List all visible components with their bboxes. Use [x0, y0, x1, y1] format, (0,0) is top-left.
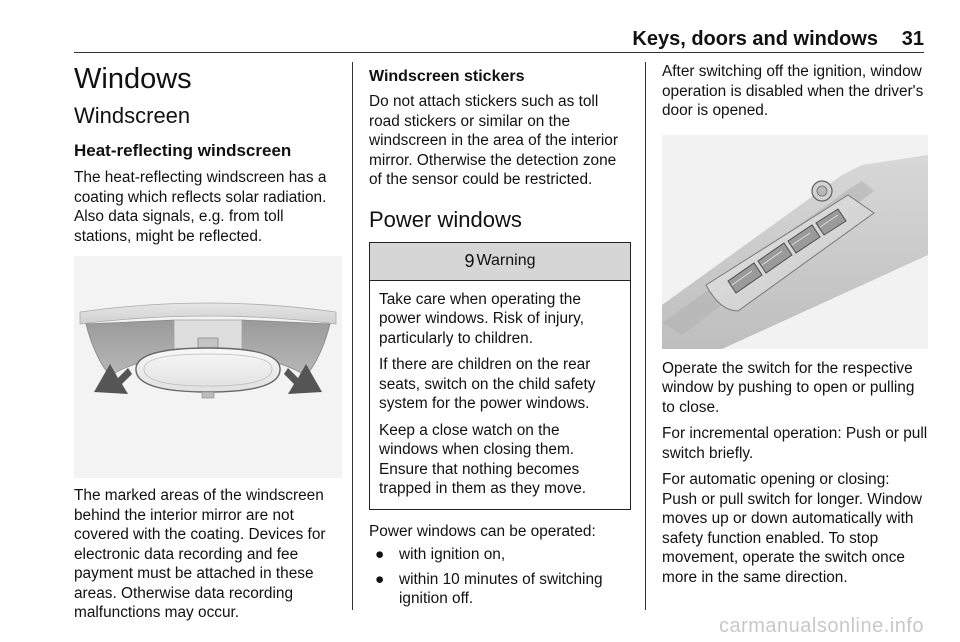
warning-text-2: If there are children on the rear seats, switch on the child safety system for the power windows.: [379, 356, 596, 412]
column-2: [369, 62, 633, 614]
paragraph-operated: Power windows can be operated:: [369, 522, 596, 540]
list-item: [369, 570, 633, 609]
paragraph-windscreen-stickers: Do not attach stickers such as toll road stickers or similar on the windscreen in the area of the interior mirror. Otherwise the detection zone of the sensor could be restricted.: [369, 93, 618, 188]
bullet-icon: ●: [375, 546, 385, 563]
warning-body: [370, 281, 630, 509]
subsection-title-windscreen-stickers: Windscreen stickers: [369, 68, 525, 85]
windscreen-mirror-illustration: [74, 256, 342, 478]
warning-triangle-icon: 9: [464, 250, 475, 271]
column-divider-2: [645, 62, 646, 610]
window-switch-illustration: [662, 135, 928, 349]
subsection-title-heat-reflecting: Heat-reflecting windscreen: [74, 141, 292, 160]
watermark: carmanualsonline.info: [718, 615, 924, 637]
header-rule: [74, 52, 924, 53]
paragraph-incremental: For incremental operation: Push or pull switch briefly.: [662, 425, 928, 462]
list-item-text: with ignition on,: [399, 546, 506, 563]
column-1: [74, 62, 342, 623]
warning-header: [370, 243, 630, 281]
column-3: [662, 62, 928, 587]
list-item-text: within 10 minutes of switching ignition off.: [399, 570, 603, 607]
paragraph-marked-areas: The marked areas of the windscreen behind the interior mirror are not covered with the coating. Devices for electronic data recording and fee payment must be attached in these areas. Otherwise data recording malfunctions may occur.: [74, 487, 326, 621]
list-item: [369, 545, 633, 565]
bullet-icon: ●: [375, 570, 385, 588]
warning-text-3: Keep a close watch on the windows when closing them. Ensure that nothing becomes trapped in them as they move.: [379, 421, 587, 497]
section-title-power-windows: Power windows: [369, 206, 522, 232]
section-title-windows: Windows: [74, 63, 192, 95]
paragraph-ignition-off: After switching off the ignition, window operation is disabled when the driver's door is opened.: [662, 63, 924, 119]
page-number: 31: [901, 28, 924, 50]
paragraph-operate-switch: Operate the switch for the respective window by pushing to open or pulling to close.: [662, 359, 915, 416]
warning-title: Warning: [476, 252, 536, 269]
operation-conditions-list: [369, 545, 633, 609]
warning-box: [369, 242, 631, 510]
paragraph-heat-reflecting: The heat-reflecting windscreen has a coating which reflects solar radiation. Also data signals, e.g. from toll stations, might be reflected.: [74, 169, 327, 245]
section-title-windscreen: Windscreen: [74, 103, 191, 128]
paragraph-automatic: For automatic opening or closing: Push or pull switch for longer. Window moves up or down automatically with safety function enabled. To stop movement, operate the switch once more in the same direction.: [662, 471, 923, 586]
header-title: Keys, doors and windows: [632, 28, 878, 50]
warning-text-1: Take care when operating the power windows. Risk of injury, particularly to children.: [379, 290, 584, 347]
column-divider-1: [352, 62, 353, 610]
